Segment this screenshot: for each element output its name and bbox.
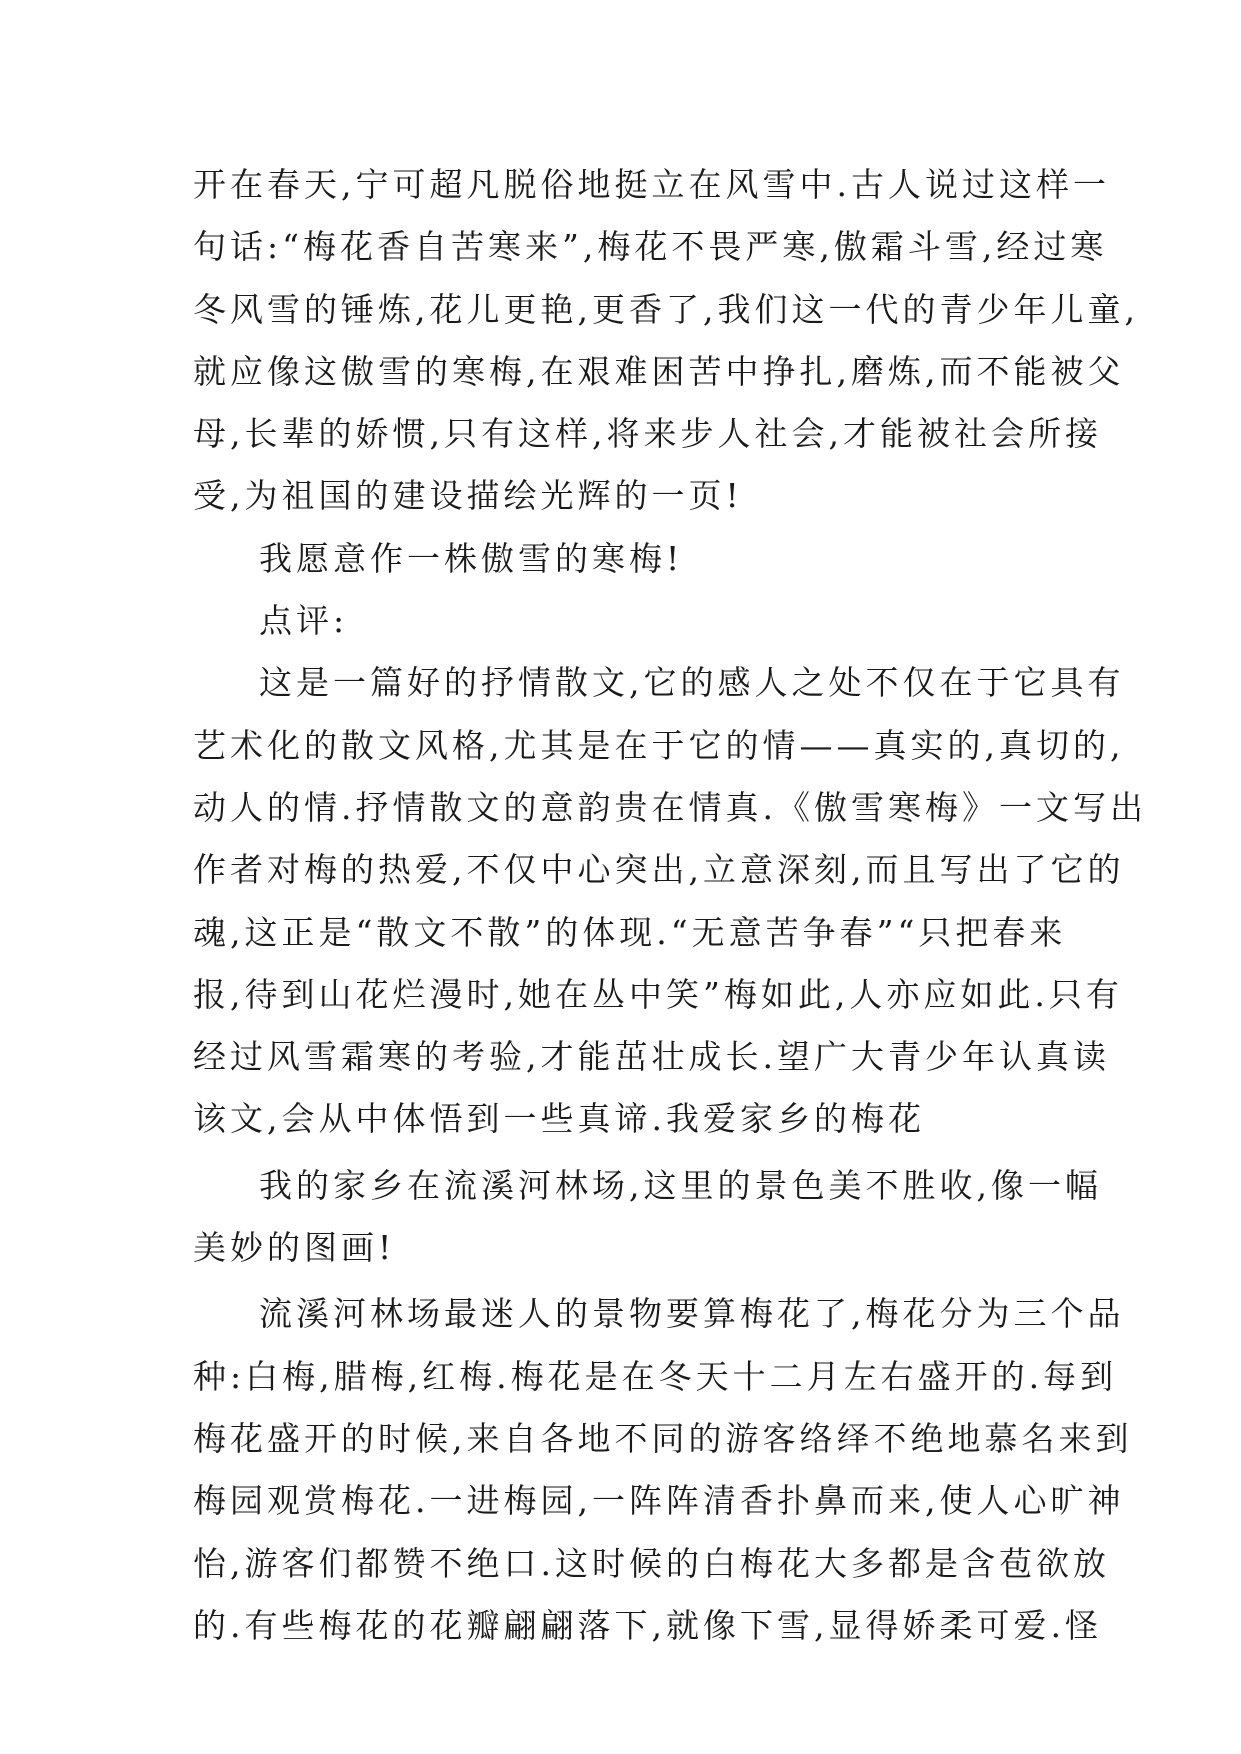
text-line: 动人的情.抒情散文的意韵贵在情真.《傲雪寒梅》一文写出 bbox=[193, 787, 1147, 827]
text-line: 我愿意作一株傲雪的寒梅! bbox=[259, 538, 684, 578]
text-line: 的.有些梅花的花瓣翩翩落下,就像下雪,显得娇柔可爱.怪 bbox=[193, 1605, 1102, 1645]
text-line: 流溪河林场最迷人的景物要算梅花了,梅花分为三个品 bbox=[259, 1294, 1125, 1334]
text-line: 梅园观赏梅花.一进梅园,一阵阵清香扑鼻而来,使人心旷神 bbox=[193, 1481, 1125, 1521]
text-line: 魂,这正是“散文不散”的体现.“无意苦争春”“只把春来 bbox=[193, 912, 1067, 952]
text-line: 怡,游客们都赞不绝口.这时候的白梅花大多都是含苞欲放 bbox=[193, 1543, 1110, 1583]
text-line: 就应像这傲雪的寒梅,在艰难困苦中挣扎,磨炼,而不能被父 bbox=[193, 351, 1125, 391]
text-line: 这是一篇好的抒情散文,它的感人之处不仅在于它具有 bbox=[259, 663, 1125, 703]
text-line: 句话:“梅花香自苦寒来”,梅花不畏严寒,傲霜斗雪,经过寒 bbox=[193, 227, 1108, 267]
text-line: 艺术化的散文风格,尤其是在于它的情——真实的,真切的, bbox=[193, 725, 1125, 765]
text-line: 种:白梅,腊梅,红梅.梅花是在冬天十二月左右盛开的.每到 bbox=[193, 1356, 1118, 1396]
text-line: 我的家乡在流溪河林场,这里的景色美不胜收,像一幅 bbox=[259, 1165, 1102, 1205]
text-line: 作者对梅的热爱,不仅中心突出,立意深刻,而且写出了它的 bbox=[193, 850, 1125, 890]
text-line: 该文,会从中体悟到一些真谛.我爱家乡的梅花 bbox=[193, 1099, 925, 1139]
text-line: 经过风雪霜寒的考验,才能茁壮成长.望广大青少年认真读 bbox=[193, 1037, 1110, 1077]
text-line: 冬风雪的锤炼,花儿更艳,更香了,我们这一代的青少年儿童, bbox=[193, 289, 1139, 329]
text-line: 开在春天,宁可超凡脱俗地挺立在风雪中.古人说过这样一 bbox=[193, 165, 1110, 204]
text-line: 点评: bbox=[259, 601, 349, 641]
text-line: 母,长辈的娇惯,只有这样,将来步人社会,才能被社会所接 bbox=[193, 414, 1102, 454]
text-line: 受,为祖国的建设描绘光辉的一页! bbox=[193, 476, 743, 516]
text-line: 梅花盛开的时候,来自各地不同的游客络绎不绝地慕名来到 bbox=[193, 1418, 1133, 1458]
document-body bbox=[193, 154, 1147, 1657]
text-line: 报,待到山花烂漫时,她在丛中笑”梅如此,人亦应如此.只有 bbox=[193, 974, 1123, 1014]
text-line: 美妙的图画! bbox=[193, 1228, 396, 1268]
